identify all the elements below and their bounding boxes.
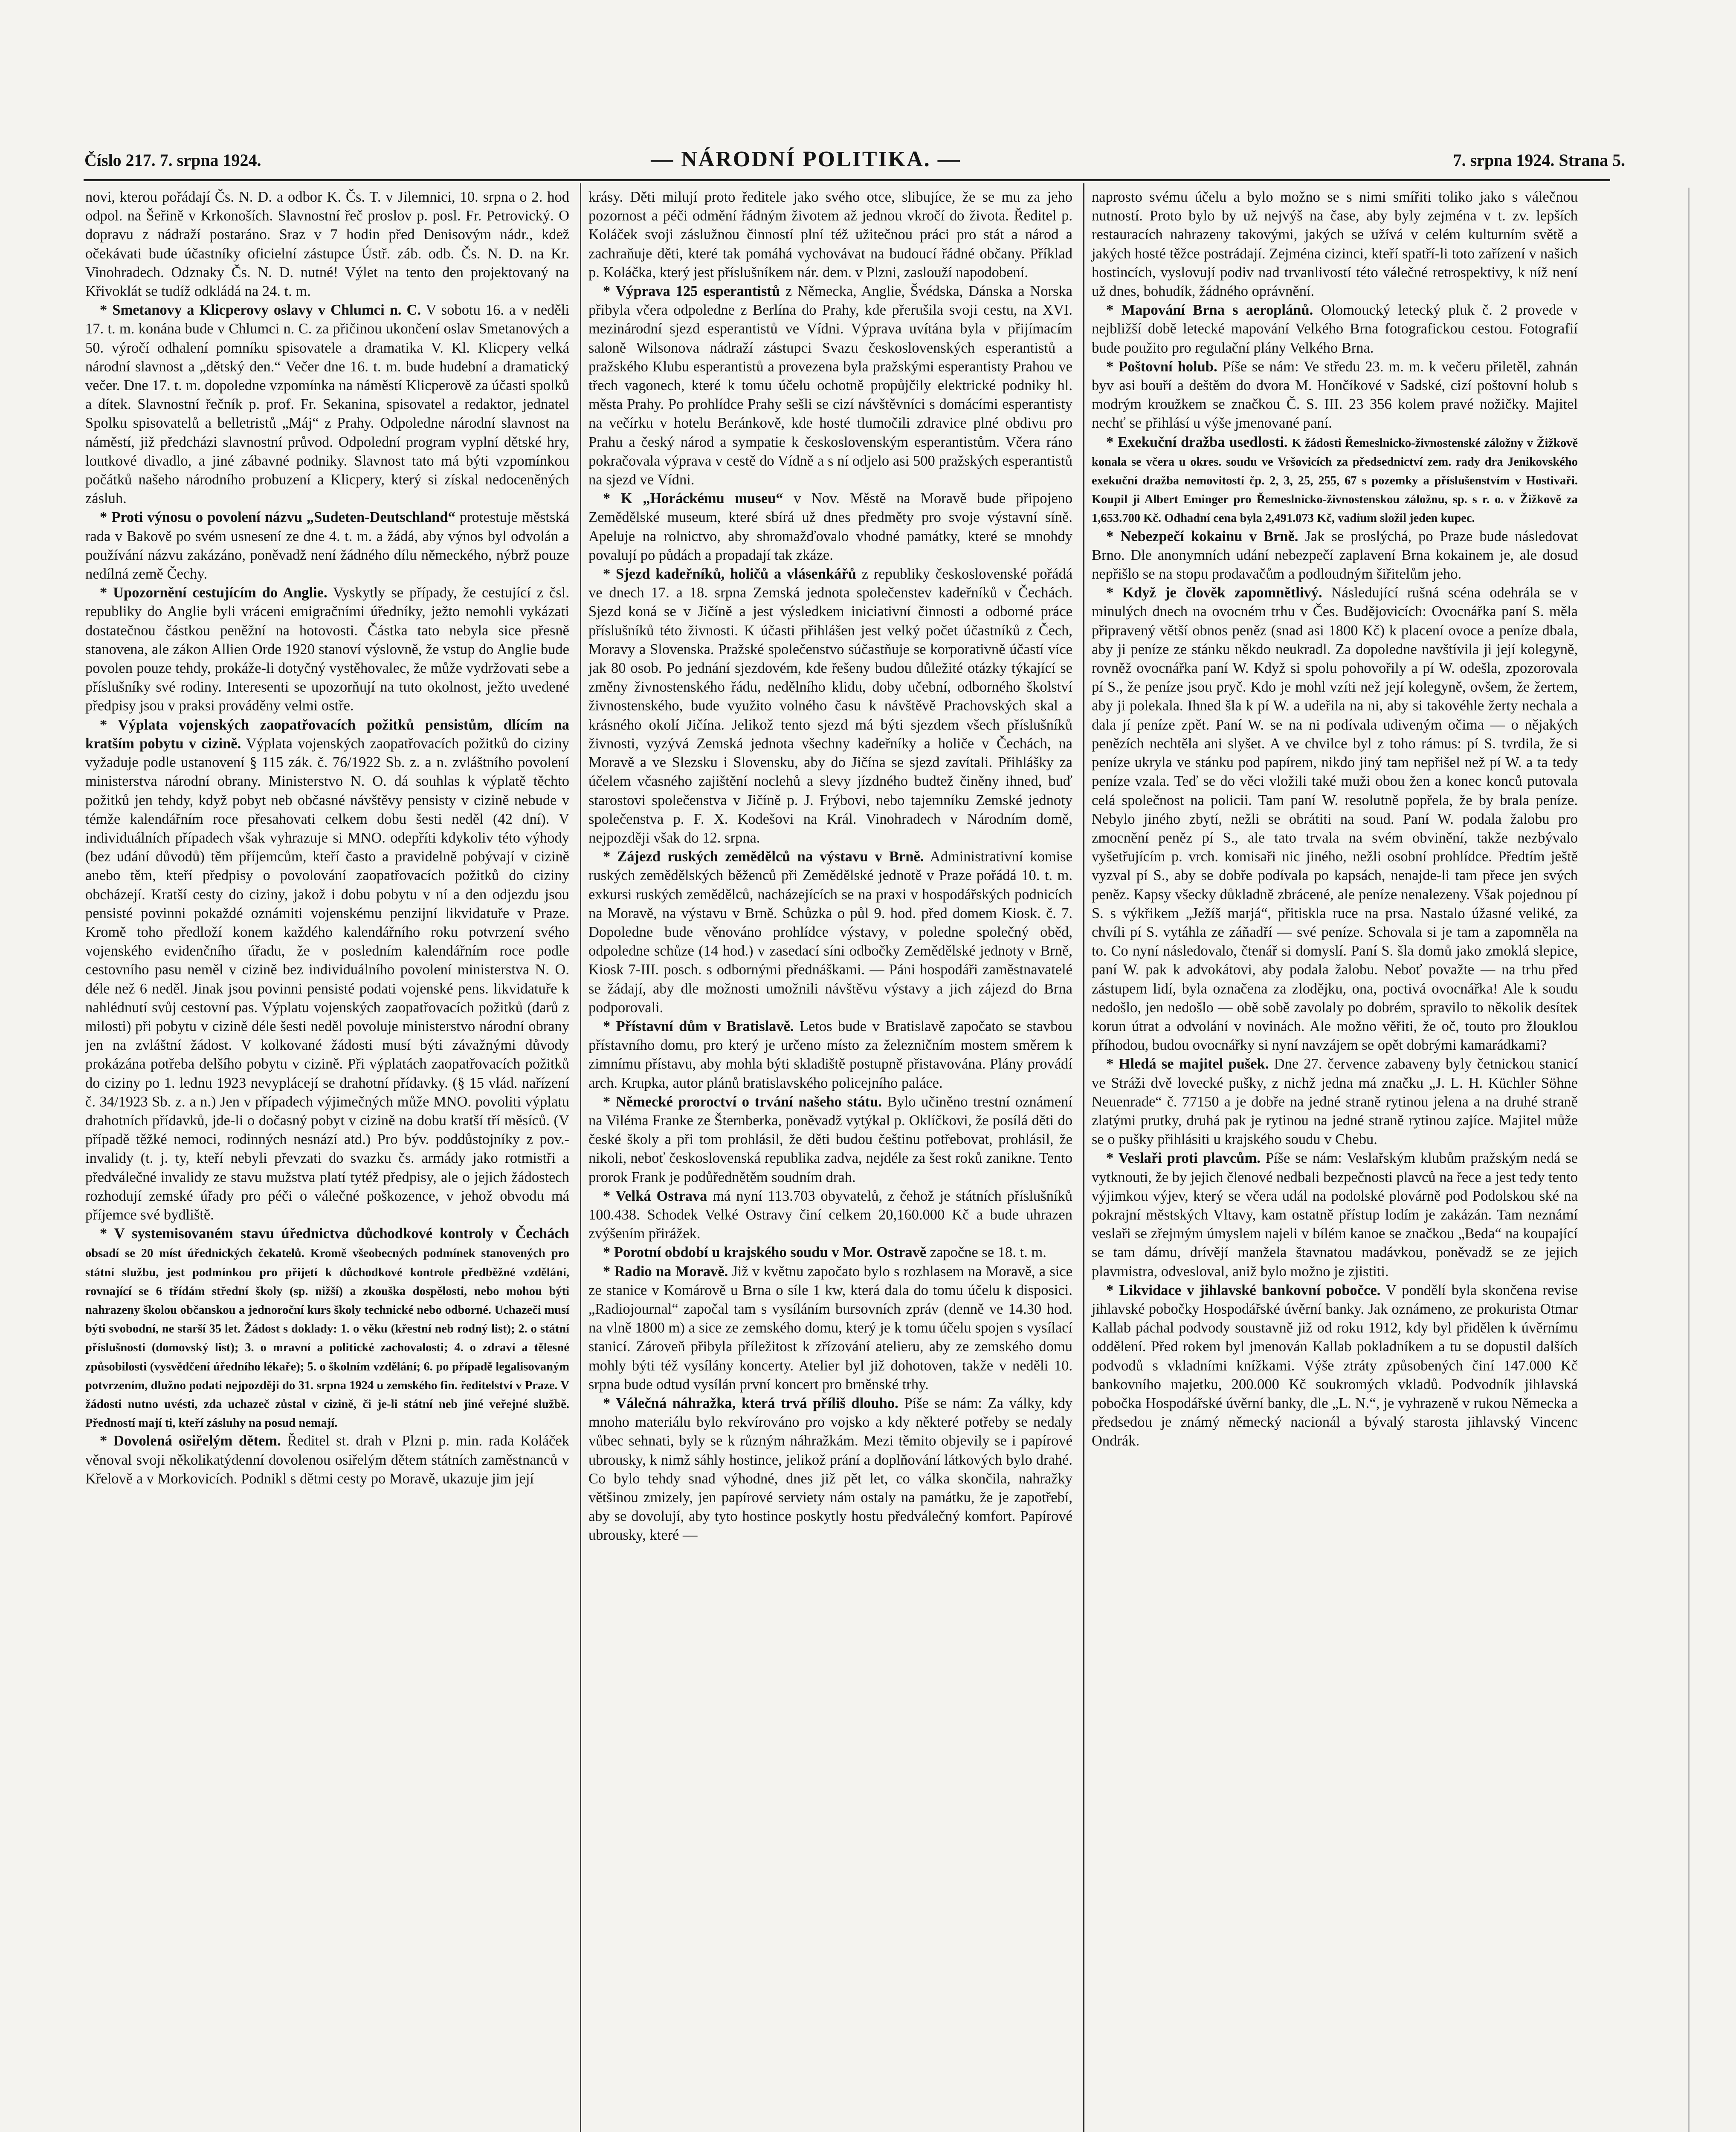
article-headline: * V systemisovaném stavu úřednictva důchodkové kontroly v Čechách [100, 1225, 569, 1242]
column-divider [1083, 183, 1084, 2132]
article-headline: * Proti výnosu o povolení názvu „Sudeten-Deutschland“ [100, 509, 455, 526]
article-body: Již v květnu započato bylo s rozhlasem na Moravě, a sice ze stanice v Komárově u Brna o síle 1 kw, která dala do tomu účelu k disposici. „Radiojournal“ započal tam s vysíláním bursovních zpráv (denně ve 14.30 hod. na vlně 1800 m) a sice ze zemského domu, který je k tomu účelu spojen s vysílací stanicí. Zároveň přibyla příležitost k zřízování atelieru, aby ze zemského domu mohly býti též vysílány koncerty. Atelier byl již dohotoven, takže v neděli 10. srpna bude odtud vysílán první koncert pro brněnské trhy. [588, 1263, 1073, 1393]
article-body: Píše se nám: Za války, kdy mnoho materiálu bylo rekvírováno pro vojsko a kdy některé potřeby se nedaly vůbec sehnati, byly se k různým náhražkám. Mezi těmito objevily se i papírové ubrousky, k nimž sáhly hostince, jelikož prání a doplňování látkových bylo drahé. Co bylo tehdy snad výhodné, dnes již pět let, co válka skončila, nahražky většinou zmizely, jen papírové serviety nám ostaly na památku, že je zapotřebí, aby se dovolují, aby tyto hostince poskytly hostu předválečný komfort. Papírové ubrousky, které — [588, 1395, 1073, 1544]
article-body: novi, kterou pořádají Čs. N. D. a odbor K. Čs. T. v Jilemnici, 10. srpna o 2. hod odpol. na Šeřině v Krkonoších. Slavnostní řeč proslov p. posl. Fr. Petrovický. O dopravu z nádraží postaráno. Sraz v 7 hodin před Denisovým nádr., kdež očekávati bude účastníky oficielní zástupce Ústř. záb. odb. Čs. N. D. na Kr. Vinohradech. Odznaky Čs. N. D. nutné! Výlet na tento den projektovaný na Křivoklát se tudíž odkládá na 24. t. m. [85, 189, 569, 300]
article-paragraph [1092, 1149, 1578, 1280]
article-paragraph [588, 282, 1072, 489]
article-headline: * Smetanovy a Klicperovy oslavy v Chlumci n. C. [100, 302, 421, 319]
article-headline: * Nebezpečí kokainu v Brně. [1106, 528, 1298, 545]
article-headline: * Porotní období u krajského soudu v Mor. Ostravě [603, 1244, 927, 1261]
article-paragraph [1092, 188, 1578, 301]
article-headline: * Veslaři proti plavcům. [1106, 1150, 1261, 1167]
article-headline: * Zájezd ruských zemědělců na výstavu v Brně. [603, 849, 924, 865]
article-headline: * Mapování Brna s aeroplánů. [1106, 302, 1313, 319]
header-rule [84, 179, 1610, 181]
article-headline: * Sjezd kadeřníků, holičů a vlásenkářů [603, 566, 856, 582]
article-body: Píše se nám: Veslařským klubům pražským nedá se vytknouti, že by jejich členové nedbali bezpečnosti plavců na řece a jest tedy tento výjimkou výjev, který se včera udál na podolské plovárně pod Podolskou ské na pokrajní městských Vltavy, kam ostatně přístup lodím je zakázán. Tam neznámí veslaři se zřejmým úmyslem najeli v bílém kanoe se značkou „Beda“ na koupající se tam dámu, drívějí manžela štavnatou madávkou, poněvadž se ze jejich plavmistra, odvesloval, aniž bylo možno je zjistiti. [1092, 1150, 1578, 1280]
article-body: V sobotu 16. a v neděli 17. t. m. konána bude v Chlumci n. C. za přičinou ukončení oslav Smetanových a 50. výročí odhalení pomníku spisovatele a dramatika V. Kl. Klicpery velká národní slavnost a „dětský den.“ Večer dne 16. t. m. bude hudební a dramatický večer. Dne 17. t. m. dopoledne vzpomínka na náměstí Klicperově za účasti spolků a dítek. Slavnostní řečník p. prof. Fr. Sekanina, spisovatel a redaktor, jednatel Spolku spisovatelů a belletristů „Máj“ z Prahy. Odpoledne národní slavnost na náměstí, již předcházi slavnostní průvod. Odpolední program vyplní dětské hry, loutkové divadlo, a jiné zábavné podniky. Slavnost tato má býti vzpomínkou počátků našeho národního probuzení a Klicpery, který si získal nedoceněných zásluh. [85, 302, 569, 507]
article-paragraph [1092, 527, 1578, 584]
article-body: z republiky československé pořádá ve dnech 17. a 18. srpna Zemská jednota společenstev kadeřníků v Čechách. Sjezd koná se v Jičíně a jest výsledkem iniciativní činnosti a odborné práce příslušníků této živnosti. K účasti přihlášen jest velký počet účastníků z Čech, Moravy a Slovenska. Pražské společenstvo súčastňuje se korporativně účastí více jak 80 osob. Po jednání sjezdovém, kde řešeny budou důležité otázky týkající se změny živnostenského řádu, nedělního klidu, doby učební, odborného školství živnostenského, bude využito volného času k návštěvě Prachovských skal a krásného okolí Jičína. Jelikož tento sjezd má býti sjezdem všech příslušníků živnosti, vyzývá Zemská jednota všechny kadeřníky a holiče v Čechách, na Moravě a ve Slezsku i Slovensku, aby do Jičína se sjezd zavítali. Přihlášky za účelem včasného zajištění noclehů a slevy jízdného budtež činěny ihned, buď starostovi společenstva v Jičíně p. J. Frýbovi, nebo tajemníku Zemské jednoty společenstva p. F. X. Kodešovi na Král. Vinohradech v Národním domě, nejpozději však do 12. srpna. [588, 566, 1073, 846]
article-paragraph [1092, 1054, 1578, 1149]
article-headline: * K „Horáckému museu“ [603, 490, 783, 507]
article-paragraph [1092, 433, 1578, 527]
article-paragraph [588, 1017, 1072, 1092]
article-paragraph [85, 508, 569, 583]
article-headline: * Když je člověk zapomnětlivý. [1106, 585, 1322, 601]
column-1 [85, 188, 569, 1488]
article-body: naprosto svému účelu a bylo možno se s nimi smířiti toliko jako s válečnou nutností. Proto bylo by už nejvýš na čase, aby byly zejména v t. zv. lepších restauracích nahrazeny takovými, jakých se užívá v celém kulturním světě a jakých hosté těžce postrádají. Zejména cizinci, kteří spatří-li toto zařízení v našich hostincích, vyslovují podiv nad trvanlivostí této válečné retrospektivy, k níž není už dnes, bohudík, žádného oprávnění. [1092, 189, 1578, 300]
article-headline: * Přístavní dům v Bratislavě. [603, 1018, 794, 1034]
article-body: obsadí se 20 míst úřednických čekatelů. Kromě všeobecných podmínek stanovených pro státní službu, jest podmínkou pro přijetí k důchodkové kontrole předběžné vzdělání, rovnající se 6 třídám střední školy (sp. nižší) a zkouška dospělosti, nebo mohou býti nahrazeny školou občanskou a jednoroční kurs školy technické nebo odborné. Uchazeči musí býti svobodní, ne starší 35 let. Žádost s doklady: 1. o věku (křestní neb rodný list); 2. o státní příslušnosti (domovský list); 3. o mravní a politické zachovalosti; 4. o zdraví a tělesné způsobilosti (vysvědčení úředního lékaře); 5. o školním vzdělání; 6. po případě legalisovaným potvrzením, dlužno podati nejpozději do 31. srpna 1924 u zemského fin. ředitelství v Praze. V žádosti nutno uvésti, zda uchazeč zůstal v cizině, či je-li státní neb jiné veřejné službě. Předností mají ti, kteří zásluhy na posud nemají. [85, 1247, 569, 1430]
article-body: krásy. Děti milují proto ředitele jako svého otce, slibujíce, že se mu za jeho pozornost a péči odmění řádným životem až jednou vkročí do života. Ředitel p. Koláček svoji záslužnou činností plní též užitečnou práci pro stát a národ a zachraňuje děti, které tak pomáhá vychovávat na budoucí řádné občany. Příklad p. Koláčka, který jest příslušníkem nár. dem. v Plzni, zaslouží napodobení. [588, 189, 1072, 281]
article-paragraph [1092, 301, 1578, 357]
article-paragraph [85, 715, 569, 1224]
article-body: Olomoucký letecký pluk č. 2 provede v nejbližší době letecké mapování Velkého Brna fotografickou cestou. Fotografií bude použito pro regulační plány Velkého Brna. [1092, 302, 1578, 356]
article-headline: * Německé proroctví o trvání našeho státu. [603, 1093, 882, 1110]
article-paragraph [588, 188, 1072, 282]
article-headline: * Velká Ostrava [603, 1188, 707, 1204]
article-body: Administrativní komise ruských zemědělských běženců při Zemědělské jednotě v Praze pořádá 10. t. m. exkursi ruských zemědělců, nacházejících se na praxi v hospodářských podnicích na Moravě, na výstavu v Brně. Schůzka o půl 9. hod. před domem Kiosk. č. 7. Dopoledne bude věnováno prohlídce výstavy, v poledne společný oběd, odpoledne schůze (14 hod.) v zasedací síni odbočky Zemědělské jednoty v Brně, Kiosk 7-III. posch. s odbornými přednáškami. — Páni hospodáři zaměstnavatelé se žádají, aby dle možnosti umožnili návštěvu výstavy a jich zájezd do Brna podporovali. [588, 849, 1072, 1016]
article-headline: * Radio na Moravě. [603, 1263, 728, 1280]
article-paragraph [85, 301, 569, 508]
article-paragraph [588, 489, 1072, 565]
article-paragraph [85, 583, 569, 715]
article-body: Vyskytly se případy, že cestující z čsl. republiky do Anglie byli vráceni emigračními úředníky, ježto nemohli vykázati dostatečnou částkou peněžní na hotovosti. Částka tato nebyla sice přesně stanovena, ale zákon Allien Orde 1920 stanoví výslovně, že vstup do Anglie bude povolen pouze tehdy, prokáže-li dotyčný vystěhovalec, že může vydržovati sebe a příslušníky své rodiny. Interesenti se upozorňují na tuto okolnost, ježto uvedené předpisy jsou v praksi prováděny velmi ostře. [85, 585, 569, 714]
article-body: Letos bude v Bratislavě započato se stavbou přístavního domu, pro který je určeno místo za železničním mostem směrem k zimnímu přístavu, aby mohla býti skladiště postupně přistavována. Plány provádí arch. Krupka, autor plánů bratislavského policejního paláce. [588, 1018, 1072, 1091]
article-body: Ředitel st. drah v Plzni p. min. rada Koláček věnoval svoji několikatýdenní dovolenou osiřelým dětem státních zaměstnanců v Křelově a v Morkovicích. Podnikl s dětmi cesty po Moravě, ukazuje jim její [85, 1433, 569, 1487]
article-paragraph [85, 188, 569, 301]
article-paragraph [588, 1187, 1072, 1243]
column-2 [588, 188, 1072, 1545]
date-page-number: 7. srpna 1924. Strana 5. [1453, 151, 1625, 170]
article-headline: * Exekuční dražba usedlosti. [1106, 434, 1288, 450]
article-body: Bylo učiněno trestní oznámení na Viléma Franke ze Šternberka, poněvadž vytýkal p. Oklíčkovi, že posílá děti do české školy a při tom prohlásil, že děti budou češtinu potřebovat, prohlásil, že nikoli, neboť československá republika zadva, nejdéle za šest roků zanikne. Tento prorok Frank je podůřednětěm soudním drah. [588, 1093, 1072, 1185]
article-body: protestuje městská rada v Bakově po svém usnesení ze dne 4. t. m. a žádá, aby výnos byl odvolán a používání názvu zakázáno, poněvadž není žádného dílu německého, nýbrž pouze nedílná země Čechy. [85, 509, 570, 582]
article-body: Dne 27. července zabaveny byly četnickou stanicí ve Stráži dvě lovecké pušky, z nichž jedna má značku „J. L. H. Küchler Söhne Neuenrade“ č. 77150 a je dobře na jedné straně rytinou jelena a na druhé straně zlatými prutky, druhá pak je rytinou na jedné straně rytinou zajíce. Majitel může se o pušky přihlásiti u krajského soudu v Chebu. [1092, 1056, 1578, 1148]
article-paragraph [588, 565, 1072, 847]
article-paragraph [588, 1394, 1072, 1545]
article-headline: * Likvidace v jihlavské bankovní pobočce. [1106, 1282, 1381, 1298]
article-body: K žádosti Řemeslnicko-živnostenské záložny v Žižkově konala se včera u okres. soudu ve Vršovicích za předsednictví zem. rady dra Jenikovského exekuční dražba nemovitostí čp. 2, 3, 25, 255, 67 s pozemky a příslušenstvím v Hostivaři. Koupil ji Albert Eminger pro Řemeslnicko-živnostenskou záložnu, sp. s r. o. v Žižkově za 1,653.700 Kč. Odhadní cena byla 2,491.073 Kč, vadium složil jeden kupec. [1092, 436, 1578, 525]
article-paragraph [588, 847, 1072, 1017]
article-body: V pondělí byla skončena revise jihlavské pobočky Hospodářské úvěrní banky. Jak oznámeno, ze prokurista Otmar Kallab páchal podvody soustavně již od roku 1912, kdy byl přidělen k úvěrnímu oddělení. Před rokem byl jmenován Kallab pokladníkem a tu se dopustil dalších podvodů s vkladními knížkami. Výše ztráty způsobených činí 147.000 Kč bankovního majetku, 200.000 Kč soukromých vkladů. Podvodník jihlavská pobočka Hospodářské úvěrní banky, dle „L. N.“, je vyhrazeně v rukou Německa a předsedou je známý německý nacionál a bývalý starosta jihlavský Vincenc Ondrák. [1092, 1282, 1578, 1449]
article-headline: * Dovolená osiřelým dětem. [100, 1433, 281, 1449]
article-paragraph [1092, 1281, 1578, 1451]
article-headline: * Válečná náhražka, která trvá příliš dlouho. [603, 1395, 898, 1411]
article-body: má nyní 113.703 obyvatelů, z čehož je státních příslušníků 100.438. Schodek Velké Ostravy činí celkem 20,160.000 Kč a bude uhrazen zvýšením přirážek. [588, 1188, 1073, 1242]
article-paragraph [588, 1092, 1072, 1187]
masthead-title: — NÁRODNÍ POLITIKA. — [651, 147, 961, 171]
article-body: Výplata vojenských zaopatřovacích požitků do ciziny vyžaduje podle ustanovení § 115 zák. č. 76/1922 Sb. z. a n. zvláštního povolení ministerstva národní obrany. Ministerstvo N. O. dá souhlas k výplatě těchto požitků jen tehdy, když pobyt neb občasné návštěvy pensisty v cizině nebude v témže kalendářním roce přesahovati celkem dobu šesti neděl (42 dní). V individuálních případech však vyhrazuje si MNO. odepříti kdykoliv této výhody (bez udání důvodů) těm příjemcům, kteří často a pravidelně pobývají v cizině anebo těm, kteří předpisy o povolování zaopatřovacích požitků do ciziny obcházejí. Kratší cesty do ciziny, jakož i dobu pobytu v ní a den odjezdu jsou pensisté povinni pokaždé oznámiti vojenskému penzijní likvidatuře v Praze. Kromě toho předloží konem každého kalendářního roku potvrzení svého vojenského evidenčního úřadu, že v posledním kalendářním roce podle cestovního pasu neměl v cizině bez individuálního povolení ministerstva N. O. déle než 6 neděl. Jinak jsou povinni pensisté podati vojenské pens. likvidatuře k nahlédnutí svůj cestovní pas. Výplatu vojenských zaopatřovacích požitků (darů z milosti) při pobytu v cizině déle šesti neděl povoluje ministerstvo národní obrany jen na zvláštní žádost. V kolkované žádosti musí býti závažnými důvody prokázána potřeba delšího pobytu v cizině. Při výplatách zaopatřovacích požitků do ciziny po 1. lednu 1923 nevyplácejí se drahotní přídavky. (§ 15 vlád. nařízení č. 34/1923 Sb. z. a n.) Jen v případech výjimečných může MNO. povoliti výplatu drahotních přídavků, jde-li o dočasný pobyt v cizině na dobu kratší tří měsíců. (V případě těžké nemoci, rodinných nesnází atd.) Pro býv. poddůstojníky z pov.-invalidy (t. j. ty, kteří nebyli převzati do svazku čs. armády jako rotmistři a předválečné invalidy ze stavu mužstva platí tytéž předpisy, ale o jejich žádostech rozhodují zemské úřady pro péči o válečné poškozence, v jehož obvodu má příjemce své bydliště. [85, 735, 569, 1223]
article-paragraph [1092, 583, 1578, 1054]
article-paragraph [588, 1262, 1072, 1394]
article-body: v Nov. Městě na Moravě bude připojeno Zemědělské museum, které sbírá už dnes předměty pro svoje výstavní síně. Apeluje na rolnictvo, aby shromažďovalo vhodné památky, které se mnohdy povalují po půdách a propadají tak zkáze. [588, 490, 1073, 563]
article-body: z Německa, Anglie, Švédska, Dánska a Norska přibyla včera odpoledne z Berlína do Prahy, kde přerušila svoji cestu, na XVI. mezinárodní sjezd esperantistů ve Vídni. Výprava uvítána byla v přijímacím saloně Wilsonova nádraží zástupci Svazu československých esperantistů a pražského Klubu esperantistů a provezena byla pražskými esperantisty Prahou ve třech vagonech, které k tomu účelu ochotně propůjčily elektrické podniky hl. města Prahy. Po prohlídce Prahy sešli se cizí návštěvníci s domácími esperantisty na večírku v hotelu Beránkově, kde hosté tlumočili zdravice plné obdivu pro Prahu a český národ a sympatie k československým esperantistům. Včera ráno pokračovala výprava v cestě do Vídně a s ní odjelo asi 500 pražských esperantistů na sjezd ve Vídni. [588, 283, 1072, 488]
article-headline: * Hledá se majitel pušek. [1106, 1056, 1269, 1072]
article-paragraph [85, 1431, 569, 1488]
issue-number-date: Číslo 217. 7. srpna 1924. [84, 151, 261, 170]
page-edge-margin [1688, 188, 1695, 2132]
article-headline: * Výplata vojenských zaopatřovacích požitků pensistům, dlícím na kratším pobytu v cizině. [85, 716, 569, 752]
article-body: Jak se proslýchá, po Praze bude následovat Brno. Dle anonymních udání nebezpečí zaplavení Brna kokainem je, ale dosud nepřišlo se na stopu prodavačům a podloudným šiřitelům jeho. [1092, 528, 1578, 582]
article-paragraph [588, 1243, 1072, 1262]
article-headline: * Výprava 125 esperantistů [603, 283, 780, 300]
column-divider [580, 183, 581, 2132]
article-paragraph [1092, 357, 1578, 433]
article-paragraph [85, 1224, 569, 1431]
column-3 [1092, 188, 1578, 1451]
article-body: Píše se nám: Ve středu 23. m. m. k večeru přiletěl, zahnán byv asi bouří a deštěm do dvora M. Hončíkové v Sadské, cizí poštovní holub s modrým kroužkem se značkou Č. S. III. 23 356 kolem pravé nožičky. Majitel nechť se přihlásí u výše jmenované paní. [1092, 358, 1578, 432]
article-headline: * Upozornění cestujícím do Anglie. [100, 585, 327, 601]
article-body: Následující rušná scéna odehrála se v minulých dnech na ovocném trhu v Čes. Budějovicích: Ovocnářka paní S. měla připravený větší obnos peněz (snad asi 1800 Kč) k placení ovoce a peníze dbala, aby ji peníze ze stánku někdo neukradl. Za dopoledne navštívila ji její kolegyně, rovněž ovocnářka paní W. Když si spolu pohovořily a pí W. odešla, zpozorovala pí S., že peníze jsou pryč. Kdo je mohl vzíti než její kolegyně, ovšem, že žertem, aby ji polekala. Ihned šla k pí W. a udeřila na ni, aby si takovéhle žerty nechala a dala jí peníze zpět. Paní W. se na ni podívala udiveným očima — o nějakých penězích nechtěla ani slyšet. A ve chvilce byl z toho rámus: pí S. tvrdila, že si peníze ukryla ve stánku pod papírem, nikdo jiný tam nepřišel než pí W. a ta tedy peníze vzala. Teď se do věci vložili také muži obou žen a konec konců putovala celá společnost na policii. Tam paní W. resolutně popřela, že by brala peníze. Nebylo jiného zbytí, nežli se obrátiti na soud. Paní W. podala žalobu pro zmocnění peněz pí S., ale tato trvala na svém obvinění, takže nezbývalo vyšetřujícím p. vrch. komisaři nic jiného, nežli osobní prohlídce. Předtím ještě vyzval pí S., aby se dobře podívala po kapsách, nenajde-li tam přece jen svých peněz. Kapsy všecky důkladně zbrácené, ale peníze nenalezeny. Však pojednou pí S. s výkřikem „Ježíš marjá“, přitiskla ruce na prsa. Nastalo úžasné veliké, za chvíli pí S. vytáhla ze záňadří — své peníze. Schovala si je tam a zapomněla na to. Co nyní následovalo, čtenář si domyslí. Paní S. šla domů jako zmoklá slepice, paní W. pak k advokátovi, aby podala žalobu. Neboť považte — na trhu před zástupem lidí, byla označena za zlodějku, ona, poctivá ovocnářka! Ale k soudu nedošlo, jen nedošlo — obě sobě zavolaly po dobrém, spravilo to několik desítek korun útrat a odvolání v novinách. Ale možno věřiti, že oč, touto pro žlouklou příhodou, budou ovocnářky si nyní navzájem se opět dobrými kamarádkami? [1092, 585, 1578, 1054]
article-body: započne se 18. t. m. [930, 1244, 1046, 1261]
article-headline: * Poštovní holub. [1106, 358, 1217, 375]
